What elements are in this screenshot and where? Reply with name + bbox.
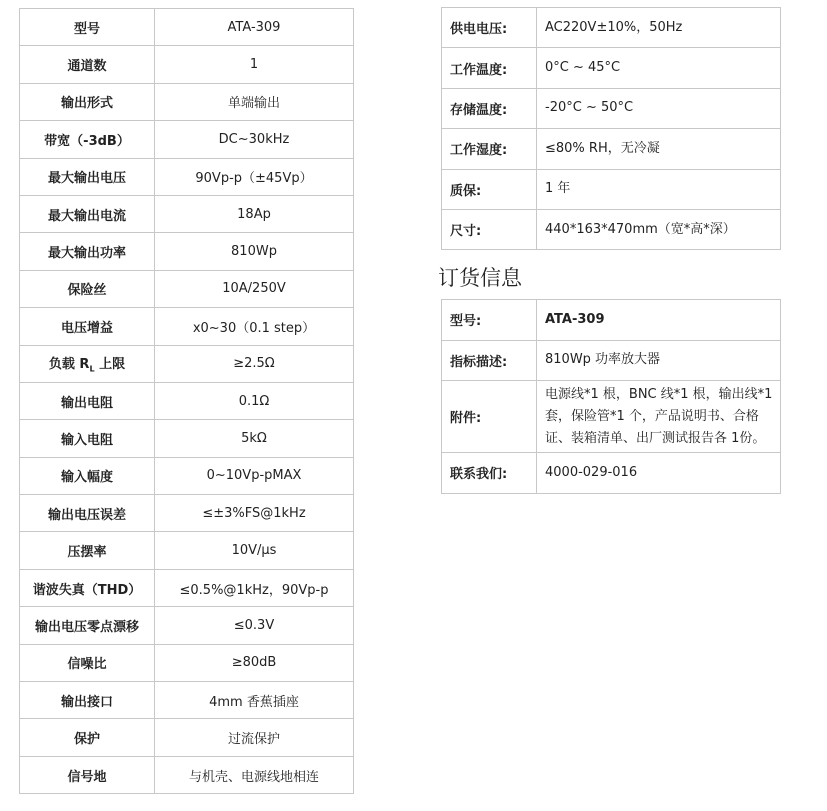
order-label: 指标描述:	[442, 340, 537, 381]
spec-value: x0~30（0.1 step）	[155, 308, 354, 345]
order-label: 联系我们:	[442, 453, 537, 494]
table-row	[442, 340, 781, 381]
spec-value: 10A/250V	[155, 270, 354, 307]
spec-value: 810Wp	[155, 233, 354, 270]
spec-label: 输出电压误差	[20, 495, 155, 532]
env-value: 440*163*470mm（宽*高*深）	[537, 209, 781, 249]
spec-value: 10V/μs	[155, 532, 354, 569]
spec-value: ≥2.5Ω	[155, 345, 354, 382]
spec-value: ≤0.3V	[155, 607, 354, 644]
spec-value: 与机壳、电源线地相连	[155, 756, 354, 793]
table-row	[20, 719, 354, 756]
spec-label: 输出电压零点漂移	[20, 607, 155, 644]
table-row	[20, 644, 354, 681]
spec-label: 保护	[20, 719, 155, 756]
env-label: 工作湿度:	[442, 129, 537, 169]
spec-label: 最大输出电流	[20, 195, 155, 232]
table-row	[20, 308, 354, 345]
env-value: AC220V±10%，50Hz	[537, 8, 781, 48]
table-row	[20, 233, 354, 270]
spec-value: ≤±3%FS@1kHz	[155, 495, 354, 532]
table-row	[442, 209, 781, 249]
spec-table	[19, 8, 354, 794]
spec-label: 通道数	[20, 46, 155, 83]
table-row	[20, 756, 354, 793]
table-row	[442, 88, 781, 128]
table-row	[20, 121, 354, 158]
table-row	[20, 46, 354, 83]
env-value: -20°C ~ 50°C	[537, 88, 781, 128]
spec-label: 信噪比	[20, 644, 155, 681]
spec-label: 电压增益	[20, 308, 155, 345]
spec-label: 输出电阻	[20, 382, 155, 419]
order-value: ATA-309	[537, 300, 781, 341]
spec-label: 带宽（-3dB）	[20, 121, 155, 158]
spec-label	[20, 345, 155, 382]
spec-value: ≤0.5%@1kHz，90Vp-p	[155, 569, 354, 606]
order-value: 电源线*1 根，BNC 线*1 根，输出线*1 套，保险管*1 个，产品说明书、合格证、装箱清单、出厂测试报告各 1份。	[537, 381, 781, 453]
table-row	[20, 382, 354, 419]
env-value: 0°C ~ 45°C	[537, 48, 781, 88]
contact-phone: 4000-029-016	[537, 453, 781, 494]
label-suffix: 上限	[94, 357, 126, 373]
order-value: 810Wp 功率放大器	[537, 340, 781, 381]
table-row	[442, 48, 781, 88]
table-row	[20, 682, 354, 719]
table-row	[20, 607, 354, 644]
spec-label: 信号地	[20, 756, 155, 793]
spec-label: 型号	[20, 9, 155, 46]
table-row	[442, 129, 781, 169]
env-value: ≤80% RH，无冷凝	[537, 129, 781, 169]
table-row	[20, 158, 354, 195]
table-row	[442, 8, 781, 48]
spec-label: 输出形式	[20, 83, 155, 120]
spec-label: 保险丝	[20, 270, 155, 307]
order-label: 型号:	[442, 300, 537, 341]
spec-value: ATA-309	[155, 9, 354, 46]
table-row	[20, 195, 354, 232]
table-row	[20, 270, 354, 307]
spec-label: 最大输出功率	[20, 233, 155, 270]
env-label: 供电电压:	[442, 8, 537, 48]
spec-value: DC~30kHz	[155, 121, 354, 158]
table-row	[442, 381, 781, 453]
spec-value: 0.1Ω	[155, 382, 354, 419]
env-label: 工作温度:	[442, 48, 537, 88]
table-row	[442, 453, 781, 494]
table-row	[20, 345, 354, 382]
spec-label: 输出接口	[20, 682, 155, 719]
env-label: 尺寸:	[442, 209, 537, 249]
table-row	[20, 420, 354, 457]
env-value: 1 年	[537, 169, 781, 209]
spec-value: 单端输出	[155, 83, 354, 120]
spec-value: 4mm 香蕉插座	[155, 682, 354, 719]
table-row	[442, 300, 781, 341]
spec-label: 输入幅度	[20, 457, 155, 494]
spec-value: 5kΩ	[155, 420, 354, 457]
table-row	[20, 457, 354, 494]
order-label: 附件:	[442, 381, 537, 453]
spec-value: 过流保护	[155, 719, 354, 756]
spec-value: ≥80dB	[155, 644, 354, 681]
label-prefix: 负载 R	[48, 357, 90, 373]
table-row	[20, 569, 354, 606]
table-row	[20, 83, 354, 120]
spec-label: 最大输出电压	[20, 158, 155, 195]
table-row	[20, 495, 354, 532]
env-label: 质保:	[442, 169, 537, 209]
spec-label: 谐波失真（THD）	[20, 569, 155, 606]
spec-label: 压摆率	[20, 532, 155, 569]
spec-value: 18Ap	[155, 195, 354, 232]
spec-value: 0~10Vp-pMAX	[155, 457, 354, 494]
table-row	[20, 532, 354, 569]
label-subscript: L	[89, 365, 95, 374]
spec-value: 90Vp-p（±45Vp）	[155, 158, 354, 195]
spec-label: 输入电阻	[20, 420, 155, 457]
spec-value: 1	[155, 46, 354, 83]
environment-table	[441, 7, 781, 250]
table-row	[442, 169, 781, 209]
env-label: 存储温度:	[442, 88, 537, 128]
table-row	[20, 9, 354, 46]
order-info-table	[441, 299, 781, 494]
order-info-heading: 订货信息	[438, 266, 522, 290]
